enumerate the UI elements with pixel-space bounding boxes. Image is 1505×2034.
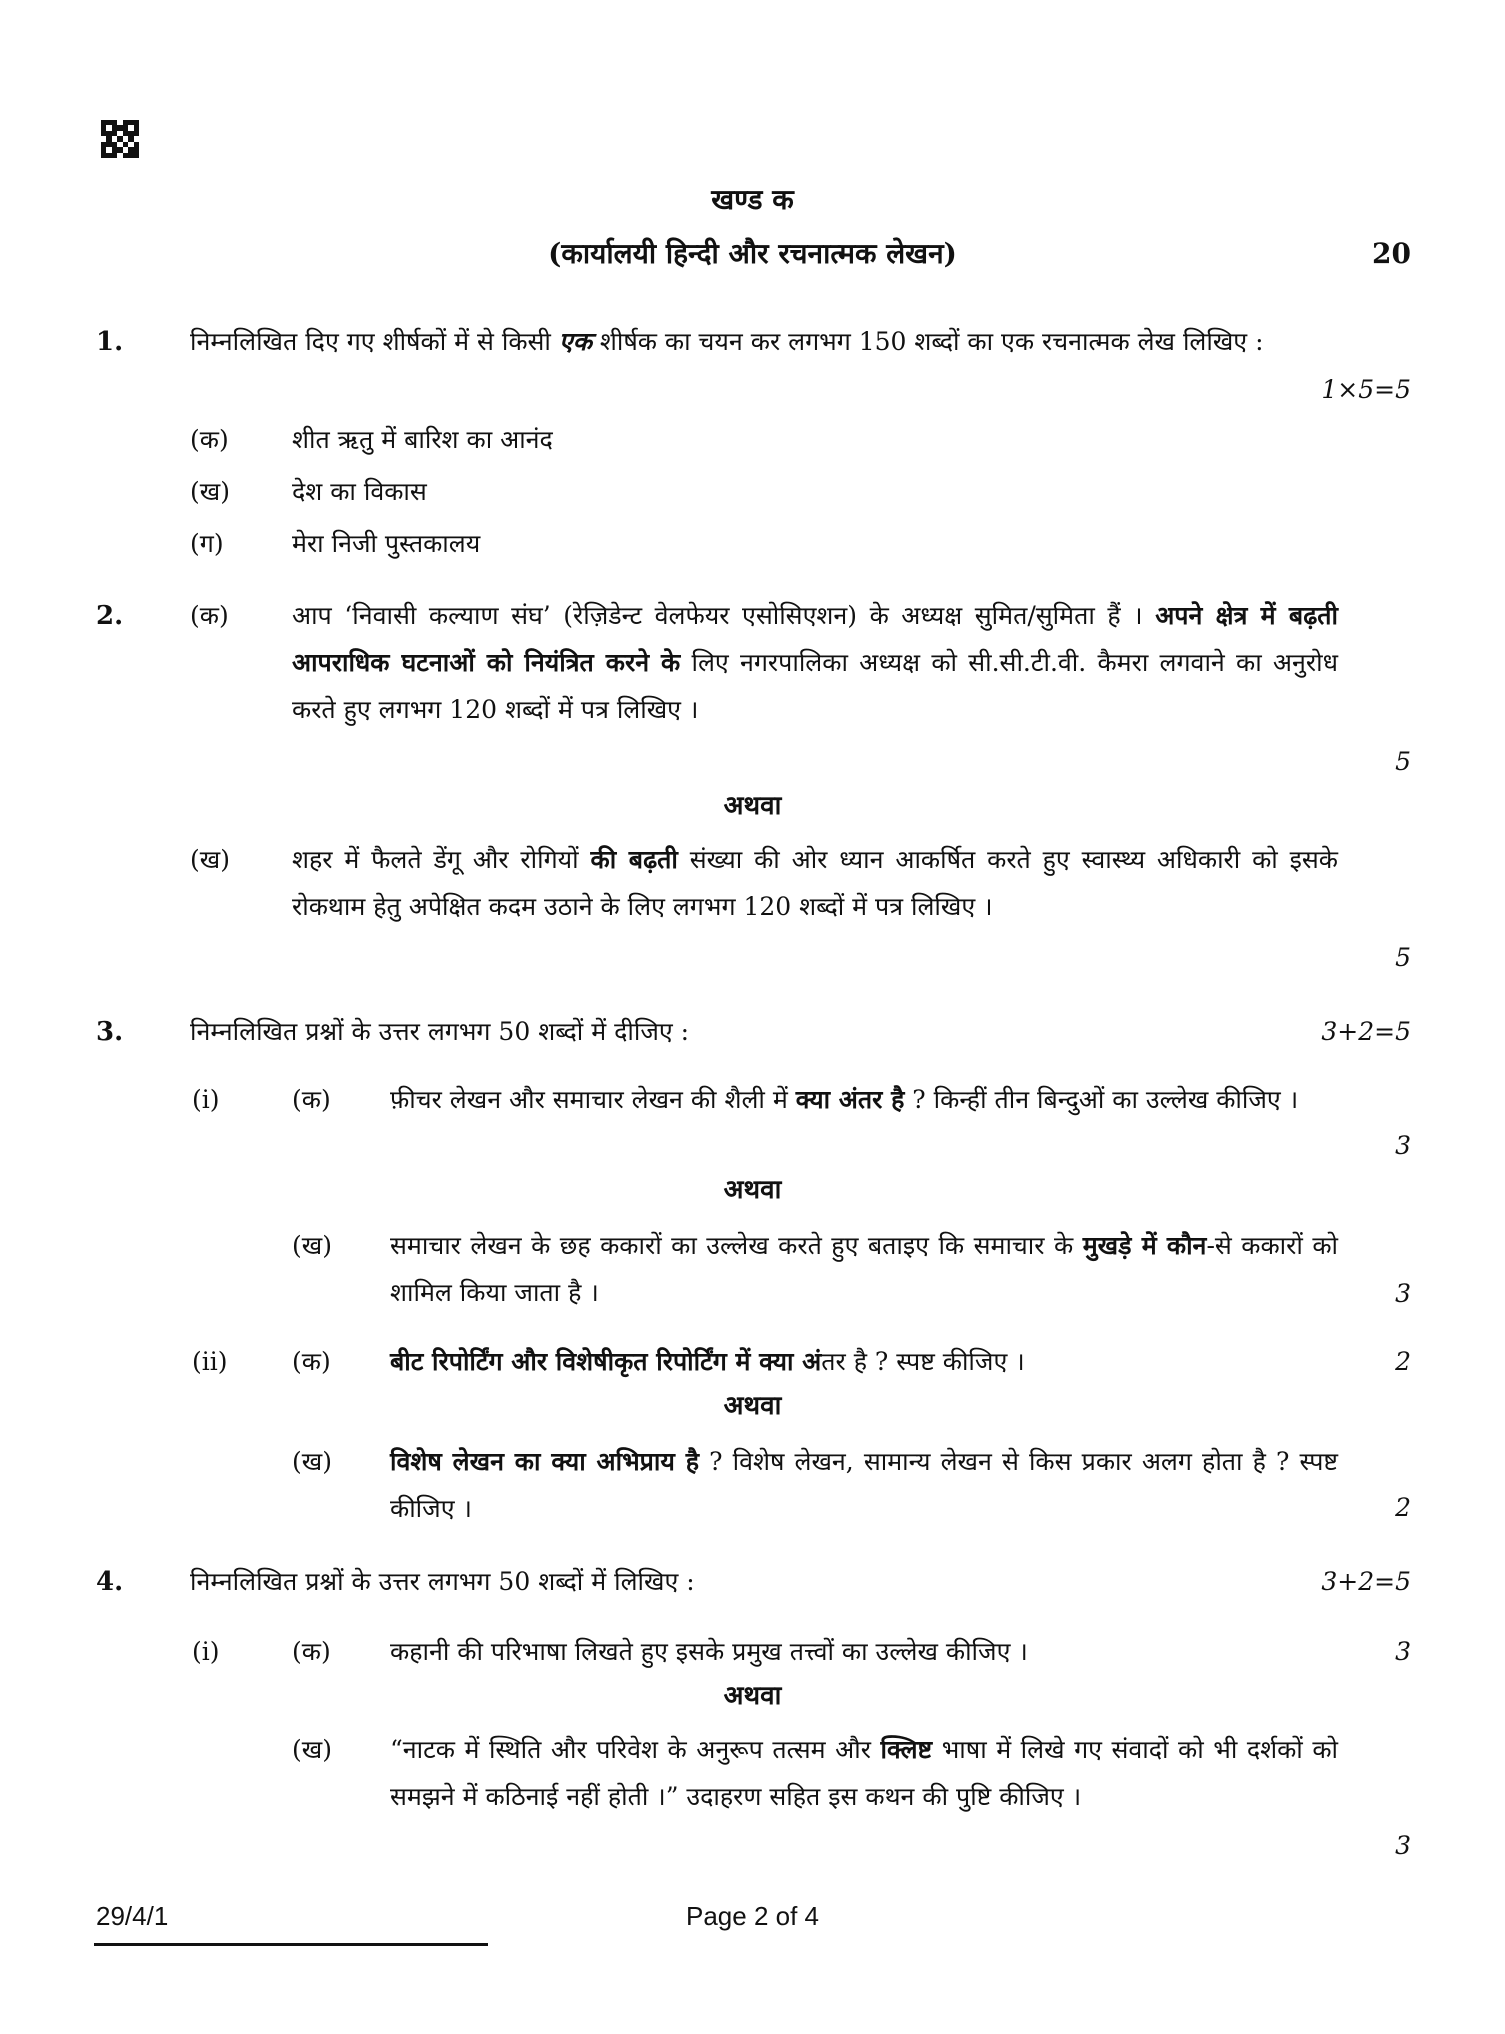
question-3-i-a-text (390, 1076, 1338, 1123)
question-2a-bold: अपने क्षेत्र में बढ़ती आपराधिक घटनाओं को नियंत्रित करने के (292, 601, 1338, 677)
question-3-i-b-text-part: समाचार लेखन के छह ककारों का उल्लेख करते हुए बताइए कि समाचार के (390, 1231, 1074, 1260)
question-4-i-a-label: (क) (292, 1637, 331, 1666)
question-4-i-b-bold: क्लिष्ट (880, 1735, 933, 1764)
question-3-i-b-text (390, 1222, 1338, 1316)
option-label: (ख) (190, 477, 230, 506)
question-4-marks: 3+2=5 (1321, 1567, 1411, 1596)
page-number: Page 2 of 4 (686, 1901, 819, 1931)
question-3-ii-b-text (390, 1438, 1338, 1532)
question-3-i-b-text-part: -से ककारों को शामिल किया जाता है । (390, 1231, 1338, 1307)
question-4-i-b-label: (ख) (292, 1735, 332, 1764)
question-3-ii-a-label: (क) (292, 1347, 331, 1376)
question-3-i-a-text-part: फ़ीचर लेखन और समाचार लेखन की शैली में (390, 1085, 788, 1114)
question-1-text (190, 318, 1340, 365)
or-divider: अथवा (723, 791, 782, 821)
option-text: मेरा निजी पुस्तकालय (292, 529, 481, 558)
question-3-text: निम्नलिखित प्रश्नों के उत्तर लगभग 50 शब्दों में दीजिए : (190, 1017, 690, 1046)
question-2a-text (292, 592, 1338, 733)
question-number-3: 3. (96, 1017, 124, 1047)
question-2a-marks: 5 (1395, 747, 1411, 776)
question-2b-label: (ख) (190, 845, 230, 874)
section-title: खण्ड क (711, 183, 794, 216)
question-3-i-a-text-part: ? किन्हीं तीन बिन्दुओं का उल्लेख कीजिए । (912, 1085, 1299, 1114)
footer-underline (94, 1943, 488, 1946)
question-3-ii-a-bold: बीट रिपोर्टिंग और विशेषीकृत रिपोर्टिंग में क्या अं (390, 1347, 822, 1376)
question-2b-text-part: शहर में फैलते डेंगू और रोगियों (292, 845, 579, 874)
question-4-i-a-text: कहानी की परिभाषा लिखते हुए इसके प्रमुख तत्त्वों का उल्लेख कीजिए । (390, 1637, 1028, 1666)
section-marks: 20 (1372, 237, 1411, 270)
question-3-ii-a-text-part: तर है ? स्पष्ट कीजिए । (821, 1347, 1025, 1376)
or-divider: अथवा (723, 1175, 782, 1205)
question-3-ii-b-bold: विशेष लेखन का क्या अभिप्राय है (390, 1447, 699, 1476)
question-4-i-a-marks: 3 (1395, 1637, 1411, 1666)
question-number-1: 1. (96, 327, 124, 357)
question-3-ii-b-label: (ख) (292, 1447, 332, 1476)
qr-code-icon (101, 120, 139, 158)
question-4-i-b-text-part: भाषा में लिखे गए संवादों को भी दर्शकों को समझने में कठिनाई नहीं होती ।” उदाहरण सहित इस कथन की पुष्टि कीजिए । (390, 1735, 1338, 1811)
question-2b-text (292, 836, 1338, 930)
question-3-i-a-bold: क्या अंतर है (795, 1085, 905, 1114)
option-label: (क) (190, 425, 229, 454)
question-1-marks: 1×5=5 (1321, 375, 1411, 404)
section-subtitle: (कार्यालयी हिन्दी और रचनात्मक लेखन) (548, 237, 957, 270)
or-divider: अथवा (723, 1681, 782, 1711)
question-number-4: 4. (96, 1567, 124, 1597)
question-3-i-b-marks: 3 (1395, 1279, 1411, 1308)
option-text: देश का विकास (292, 477, 427, 506)
option-label: (ग) (190, 529, 224, 558)
question-3-ii-label: (ii) (192, 1347, 228, 1376)
question-3-i-a-marks: 3 (1395, 1131, 1411, 1160)
question-3-i-a-label: (क) (292, 1085, 331, 1114)
paper-code: 29/4/1 (96, 1901, 169, 1931)
question-4-i-b-text-part: “नाटक में स्थिति और परिवेश के अनुरूप तत्सम और (390, 1735, 871, 1764)
question-4-text: निम्नलिखित प्रश्नों के उत्तर लगभग 50 शब्दों में लिखिए : (190, 1567, 695, 1596)
question-number-2: 2. (96, 601, 124, 631)
question-4-i-b-text (390, 1726, 1338, 1820)
question-2b-text-part: संख्या की ओर ध्यान आकर्षित करते हुए स्वास्थ्य अधिकारी को इसके रोकथाम हेतु अपेक्षित कदम उठाने के लिए लगभग 120 शब्दों में पत्र लिखिए । (292, 845, 1338, 921)
option-text: शीत ऋतु में बारिश का आनंद (292, 425, 553, 454)
question-3-i-b-label: (ख) (292, 1231, 332, 1260)
question-2a-text-part: आप ‘निवासी कल्याण संघ’ (रेज़िडेन्ट वेलफेयर एसोसिएशन) के अध्यक्ष सुमित/सुमिता हैं । (292, 601, 1143, 630)
question-3-ii-a-marks: 2 (1395, 1347, 1411, 1376)
question-3-ii-b-text-part: ? विशेष लेखन, सामान्य लेखन से किस प्रकार अलग होता है ? स्पष्ट कीजिए । (390, 1447, 1338, 1523)
question-4-i-b-marks: 3 (1395, 1831, 1411, 1860)
question-3-ii-a-text (390, 1338, 1338, 1385)
question-4-i-label: (i) (192, 1637, 220, 1666)
question-2a-label: (क) (190, 601, 229, 630)
question-2b-bold: की बढ़ती (590, 845, 678, 874)
question-2b-marks: 5 (1395, 943, 1411, 972)
or-divider: अथवा (723, 1391, 782, 1421)
question-3-i-b-bold: मुखड़े में कौन (1082, 1231, 1207, 1260)
question-1-text-part: शीर्षक का चयन कर लगभग 150 शब्दों का एक रचनात्मक लेख लिखिए : (599, 327, 1264, 356)
question-3-i-label: (i) (192, 1085, 220, 1114)
question-1-bold: एक (558, 327, 592, 356)
question-2a-text-part: लिए नगरपालिका अध्यक्ष को सी.सी.टी.वी. कैमरा लगवाने का अनुरोध करते हुए लगभग 120 शब्दों में पत्र लिखिए । (292, 648, 1338, 724)
question-1-text-part: निम्नलिखित दिए गए शीर्षकों में से किसी (190, 327, 551, 356)
question-3-marks: 3+2=5 (1321, 1017, 1411, 1046)
question-3-ii-b-marks: 2 (1395, 1493, 1411, 1522)
